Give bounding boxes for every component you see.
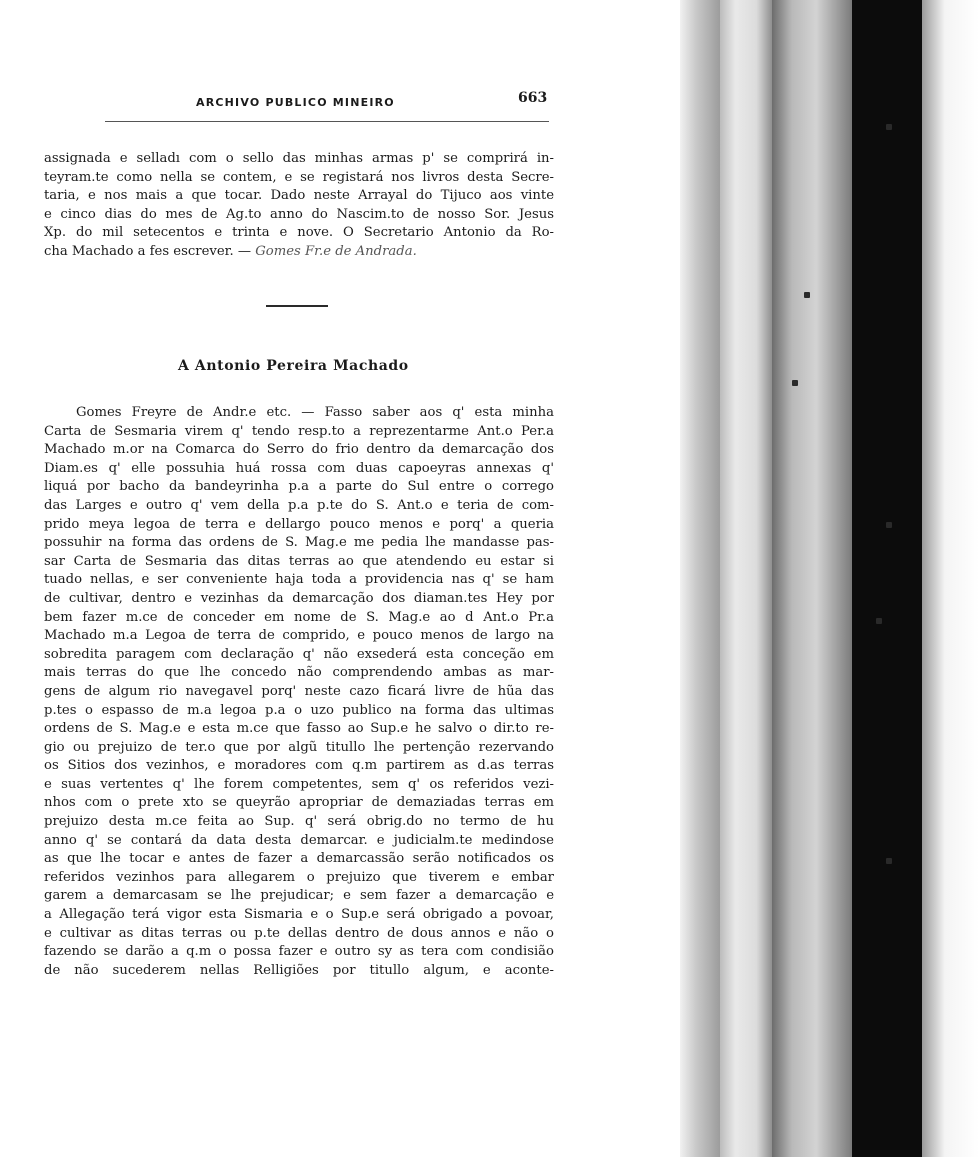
- text-line: as que lhe tocar e antes de fazer a demarcassão serão notificados os: [44, 851, 554, 867]
- text-line: das Larges e outro q' vem della p.a p.te do S. Ant.o e teria de com-: [44, 497, 554, 513]
- text-line: Gomes Freyre de Andr.e etc. — Fasso saber aos q' esta minha: [76, 405, 554, 420]
- text-line: Xp. do mil setecentos e trinta e nove. O Secretario Antonio da Ro-: [44, 225, 554, 241]
- running-title: ARCHIVO PUBLICO MINEIRO: [196, 96, 395, 109]
- scan-speck: [876, 618, 882, 624]
- edge-board: [772, 0, 852, 1157]
- signature: Gomes Fr.e de Andrada.: [255, 243, 417, 259]
- text-line: prido meya legoa de terra e dellargo pouco menos e porq' a queria: [44, 516, 554, 532]
- text-line: os Sitios dos vezinhos, e moradores com q.m partirem as d.as terras: [44, 758, 554, 774]
- text-line: prejuizo desta m.ce feita ao Sup. q' será obrig.do no termo de hu: [44, 814, 554, 830]
- text-line: gio ou prejuizo de ter.o que por algũ titullo lhe pertenção rezervando: [44, 739, 554, 755]
- text-line-last: [44, 243, 554, 262]
- text-line: Machado m.or na Comarca do Serro do frio dentro da demarcação dos: [44, 442, 554, 458]
- scan-speck: [792, 380, 798, 386]
- page-number: 663: [518, 90, 548, 106]
- text-line: anno q' se contará da data desta demarcar. e judicialm.te medindose: [44, 832, 554, 848]
- text-line: sar Carta de Sesmaria das ditas terras ao que atendendo eu estar si: [44, 553, 554, 569]
- text-line: sobredita paragem com declaração q' não exsederá esta conceção em: [44, 646, 554, 662]
- section-separator: [266, 305, 328, 307]
- text-line: teyram.te como nella se contem, e se registará nos livros desta Secre-: [44, 169, 554, 185]
- edge-background: [922, 0, 979, 1157]
- book-binding-edge: [680, 0, 979, 1157]
- letter-body: [44, 404, 554, 980]
- previous-letter-ending: [44, 150, 554, 262]
- edge-page-stack: [720, 0, 772, 1157]
- text-line: referidos vezinhos para allegarem o prejuizo que tiverem e embar: [44, 869, 554, 885]
- text-line: tuado nellas, e ser conveniente haja toda a providencia nas q' se ham: [44, 572, 554, 588]
- text-line: a Allegação terá vigor esta Sismaria e o Sup.e será obrigado a povoar,: [44, 907, 554, 923]
- closing-phrase: cha Machado a fes escrever. —: [44, 243, 252, 259]
- text-line: e cinco dias do mes de Ag.to anno do Nascim.to de nosso Sor. Jesus: [44, 206, 554, 222]
- text-line: p.tes o espasso de m.a legoa p.a o uzo publico na forma das ultimas: [44, 702, 554, 718]
- scan-speck: [886, 124, 892, 130]
- text-line: assignada e selladı com o sello das minhas armas p' se comprirá in-: [44, 151, 554, 166]
- edge-spine: [852, 0, 922, 1157]
- edge-shadow: [680, 0, 720, 1157]
- text-line: taria, e nos mais a que tocar. Dado neste Arrayal do Tijuco aos vinte: [44, 188, 554, 204]
- text-line: bem fazer m.ce de conceder em nome de S. Mag.e ao d Ant.o Pr.a: [44, 609, 554, 625]
- text-line: fazendo se darão a q.m o possa fazer e outro sy as tera com condisião: [44, 944, 554, 960]
- scan-speck: [804, 292, 810, 298]
- text-line: de não sucederem nellas Relligiões por titullo algum, e aconte-: [44, 962, 554, 978]
- header-rule: [105, 121, 549, 122]
- text-line: e suas vertentes q' lhe forem competentes, sem q' os referidos vezi-: [44, 776, 554, 792]
- text-line: Carta de Sesmaria virem q' tendo resp.to a reprezentarme Ant.o Per.a: [44, 423, 554, 439]
- text-line: Machado m.a Legoa de terra de comprido, e pouco menos de largo na: [44, 628, 554, 644]
- text-line: gens de algum rio navegavel porq' neste cazo ficará livre de hũa das: [44, 683, 554, 699]
- text-line: garem a demarcasam se lhe prejudicar; e sem fazer a demarcação e: [44, 888, 554, 904]
- text-line: nhos com o prete xto se queyrão apropriar de demaziadas terras em: [44, 795, 554, 811]
- text-line: possuhir na forma das ordens de S. Mag.e me pedia lhe mandasse pas-: [44, 535, 554, 551]
- text-line: e cultivar as ditas terras ou p.te dellas dentro de dous annos e não o: [44, 925, 554, 941]
- text-line: de cultivar, dentro e vezinhas da demarcação dos diaman.tes Hey por: [44, 590, 554, 606]
- text-line: mais terras do que lhe concedo não comprendendo ambas as mar-: [44, 665, 554, 681]
- scan-speck: [886, 858, 892, 864]
- text-line: liquá por bacho da bandeyrinha p.a a parte do Sul entre o corrego: [44, 479, 554, 495]
- text-line: Diam.es q' elle possuhia huá rossa com duas capoeyras annexas q': [44, 460, 554, 476]
- scan-speck: [886, 522, 892, 528]
- section-title: A Antonio Pereira Machado: [178, 358, 409, 374]
- text-line: ordens de S. Mag.e e esta m.ce que fasso ao Sup.e he salvo o dir.to re-: [44, 721, 554, 737]
